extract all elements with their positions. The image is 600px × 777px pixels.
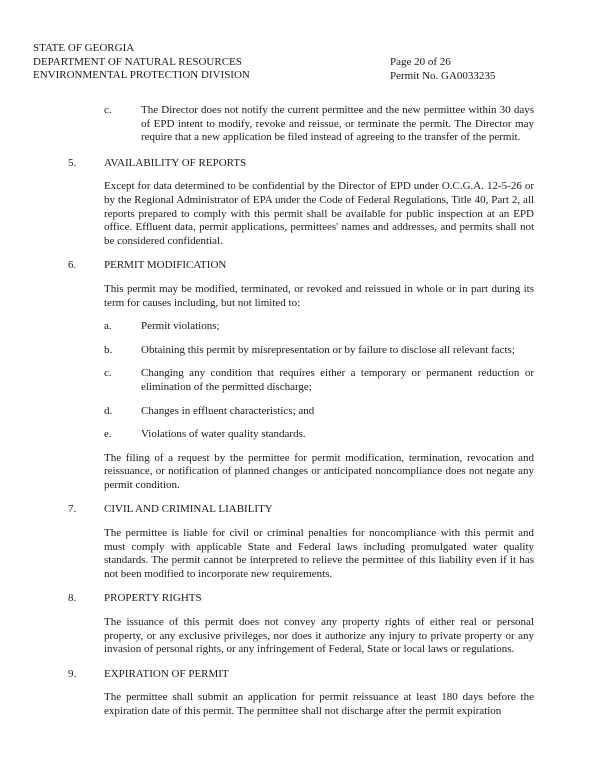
list-item-text: Violations of water quality standards.: [141, 428, 306, 441]
list-item-text: The Director does not notify the current permittee and the new permittee within 30 days of EPD intent to modify, revoke and reissue, or terminate the permit. The Director may require that a new application be filed instead of agreeing to the transfer of the permit.: [141, 104, 534, 144]
list-item-letter: c.: [104, 367, 112, 380]
list-item: [0, 320, 534, 334]
section-number: 7.: [68, 503, 77, 516]
document-body: [0, 104, 600, 719]
list-item-letter: e.: [104, 428, 112, 441]
permit-number: Permit No. GA0033235: [390, 69, 496, 82]
section-title: EXPIRATION OF PERMIT: [104, 667, 229, 680]
list-item: [0, 367, 534, 394]
list-item: [0, 428, 534, 442]
section-number: 5.: [68, 156, 77, 169]
section-title: CIVIL AND CRIMINAL LIABILITY: [104, 503, 273, 516]
section-heading: [0, 259, 600, 273]
list-item-text: Changes in effluent characteristics; and: [141, 404, 315, 417]
section-paragraph: The filing of a request by the permittee for permit modification, termination, revocation and reissuance, or notification of planned changes or anticipated noncompliance does not negate any permit condition.: [104, 451, 534, 491]
list-item-letter: c.: [104, 104, 112, 116]
section-title: PROPERTY RIGHTS: [104, 592, 202, 605]
page-info: [390, 56, 495, 83]
section-paragraph: Except for data determined to be confidential by the Director of EPD under O.C.G.A. 12-5-26 or by the Regional Administrator of EPA under the Code of Federal Regulations, Title 40, Part 2, all reports prepared to comply with this permit shall be available for public inspection at an EPD office. Effluent data, permit applications, permittees' names and addresses, and permits shall not be considered confidential.: [104, 180, 534, 247]
list-item-text: Obtaining this permit by misrepresentation or by failure to disclose all relevant facts;: [141, 343, 515, 356]
section-heading: [0, 157, 600, 171]
section-paragraph: The permittee shall submit an application for permit reissuance at least 180 days before the expiration date of this permit. The permittee shall not discharge after the permit expiration: [104, 691, 534, 717]
section-title: PERMIT MODIFICATION: [104, 259, 227, 272]
list-item-text: Permit violations;: [141, 320, 220, 333]
section-paragraph: The issuance of this permit does not convey any property rights of either real or personal property, or any exclusive privileges, nor does it authorize any injury to private property or any invasion of personal rights, or any infringement of Federal, State or local laws or regulations.: [104, 616, 534, 656]
list-item: [0, 405, 534, 419]
section-title: AVAILABILITY OF REPORTS: [104, 156, 247, 169]
section-heading: [0, 503, 600, 517]
list-item-letter: b.: [104, 343, 113, 356]
section-heading: [0, 592, 600, 606]
agency-department: DEPARTMENT OF NATURAL RESOURCES: [33, 55, 242, 68]
list-item: [0, 344, 534, 358]
agency-header: [33, 42, 250, 83]
list-item-letter: a.: [104, 320, 112, 333]
section-number: 8.: [68, 592, 77, 605]
section-heading: [0, 668, 600, 682]
agency-division: ENVIRONMENTAL PROTECTION DIVISION: [33, 69, 250, 82]
section-number: 9.: [68, 667, 77, 680]
list-item-text: Changing any condition that requires either a temporary or permanent reduction or elimination of the permitted discharge;: [141, 367, 534, 393]
section-number: 6.: [68, 259, 77, 272]
section-paragraph: The permittee is liable for civil or criminal penalties for noncompliance with this permit and must comply with applicable State and Federal laws including promulgated water quality standards. The permit cannot be interpreted to relieve the permittee of this liability even if it has not been modified to incorporate new requirements.: [104, 527, 534, 580]
list-item-letter: d.: [104, 404, 113, 417]
list-item: [0, 104, 534, 145]
agency-state: STATE OF GEORGIA: [33, 42, 135, 54]
section-paragraph: This permit may be modified, terminated, or revoked and reissued in whole or in part during its term for causes including, but not limited to:: [104, 282, 534, 309]
page-number: Page 20 of 26: [390, 56, 451, 68]
